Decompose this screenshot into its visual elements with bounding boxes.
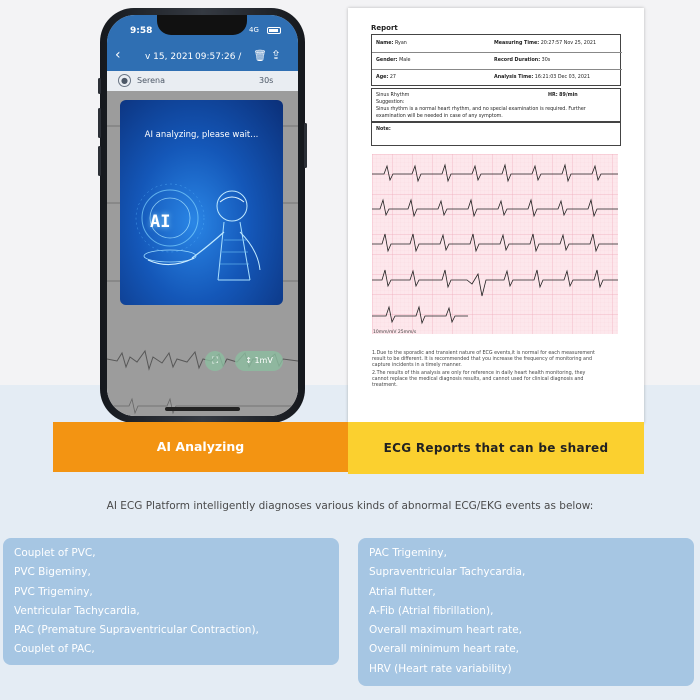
report-heading: Report	[371, 24, 398, 32]
trash-icon[interactable]: 🗑	[253, 49, 267, 62]
suggestion-label: Suggestion:	[376, 100, 405, 105]
table-divider	[372, 52, 622, 53]
list-item: Overall minimum heart rate,	[369, 643, 520, 656]
phone-screen	[107, 15, 298, 416]
record-nav-bar	[107, 43, 298, 71]
ai-robot-illustration	[120, 170, 283, 300]
grid-toggle-button[interactable]: ⛶	[205, 351, 225, 371]
measuring-time-field: Measuring Time: 20:27:57 Nov 25, 2021	[494, 41, 597, 46]
footnote: 1.Due to the sporadic and transient nature of ECG events,it is normal for each measurement result to be different. It is recommended that you increase the frequency of monitoring and capture incidents in a timely manner.	[372, 351, 595, 368]
list-item: Atrial flutter,	[369, 585, 436, 598]
list-item: Ventricular Tachycardia,	[14, 604, 140, 617]
heart-rate-field: HR: 89/min	[548, 93, 578, 98]
report-ecg-chart	[372, 154, 618, 334]
ai-analyzing-message: AI analyzing, please wait...	[144, 130, 259, 140]
suggestion-text: Sinus rhythm is a normal heart rhythm, and no special examination is required. Further	[376, 107, 586, 112]
user-avatar-icon: ●	[118, 74, 131, 87]
record-duration-field: Record Duration: 30s	[494, 58, 551, 63]
record-time: 09:57:26 /	[195, 52, 242, 62]
note-label: Note:	[376, 127, 391, 132]
list-item: PAC Trigeminy,	[369, 547, 447, 559]
phone-mute-switch	[98, 78, 101, 94]
scale-label: 1mV	[254, 356, 273, 365]
scale-toggle-button[interactable]: ↕ 1mV	[235, 351, 283, 371]
list-item: PAC (Premature Supraventricular Contraction),	[14, 624, 259, 637]
ecg-reports-banner: ECG Reports that can be shared	[348, 422, 644, 474]
phone-mockup	[100, 8, 305, 423]
gender-field: Gender: Male	[376, 58, 411, 63]
record-date: v 15, 2021	[145, 52, 194, 62]
phone-notch	[157, 15, 247, 35]
diagnosis-box	[371, 88, 621, 122]
battery-icon	[267, 27, 281, 34]
network-indicator: 4G	[249, 26, 259, 34]
list-item: HRV (Heart rate variability)	[369, 662, 512, 675]
list-item: Overall maximum heart rate,	[369, 624, 523, 637]
patient-info-table	[371, 34, 621, 86]
report-footnotes	[372, 351, 622, 391]
suggestion-text: examination will be needed in case of any symptom.	[376, 114, 503, 119]
phone-volume-down	[98, 146, 101, 176]
note-box	[371, 122, 621, 146]
ecg-scale-label: 10mm/mV 25mm/s	[373, 330, 417, 335]
age-field: Age: 27	[376, 75, 396, 80]
event-list-left	[3, 538, 339, 665]
name-field: Name: Ryan	[376, 41, 407, 46]
ai-analyzing-dialog	[120, 100, 283, 305]
analysis-time-field: Analysis Time: 16:21:03 Dec 03, 2021	[494, 75, 591, 80]
ai-analyzing-banner: AI Analyzing	[53, 422, 348, 472]
list-item: PVC Trigeminy,	[14, 585, 93, 598]
footnote: 2.The results of this analysis are only for reference in daily heart health monitoring, they cannot replace the medical diagnosis results, and cannot used for clinical diagnosis and treatment.	[372, 371, 586, 388]
list-item: Couplet of PAC,	[14, 643, 95, 656]
share-icon[interactable]: ⇪	[271, 48, 282, 62]
phone-volume-up	[98, 108, 101, 138]
list-item: Supraventricular Tachycardia,	[369, 566, 526, 579]
user-name: Serena	[137, 76, 166, 85]
back-icon[interactable]: ‹	[115, 47, 121, 63]
ai-badge: AI	[150, 212, 171, 232]
home-indicator	[165, 407, 240, 411]
event-list-right	[358, 538, 694, 686]
list-item: A-Fib (Atrial fibrillation),	[369, 604, 494, 617]
user-bar	[107, 71, 298, 91]
phone-power-button	[304, 123, 307, 168]
list-item: Couplet of PVC,	[14, 547, 96, 559]
rhythm-result: Sinus Rhythm	[376, 93, 410, 98]
intro-text: AI ECG Platform intelligently diagnoses various kinds of abnormal ECG/EKG events as below:	[106, 500, 594, 512]
status-time: 9:58	[130, 26, 153, 36]
table-divider	[372, 69, 622, 70]
list-item: PVC Bigeminy,	[14, 566, 91, 579]
record-duration: 30s	[259, 76, 274, 85]
